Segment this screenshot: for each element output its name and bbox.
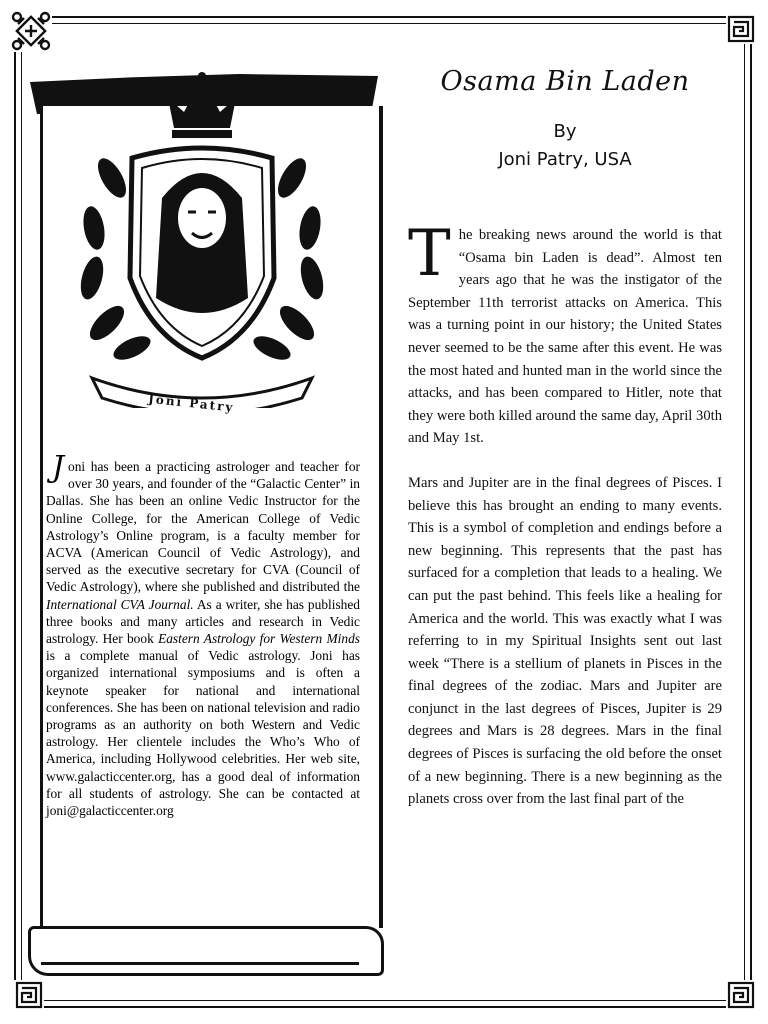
author-crest-emblem (52, 48, 352, 408)
article-body (408, 217, 722, 833)
scroll-bottom-roll (28, 926, 384, 976)
book-title: Eastern Astrology for Western Minds (158, 631, 360, 647)
bio-drop-cap: J (52, 450, 65, 485)
crest-name-label: Joni Patry (147, 391, 236, 415)
article-byline (400, 118, 730, 174)
bio-text-part2: As a writer, she has published three books and many articles and research in Vedic astrology. Her book (46, 596, 361, 647)
article-paragraph-1-text: he breaking news around the world is that “Osama bin Laden is dead”. Almost ten years ago that he was the instigator of the September 11th terrorist attacks on America. This was a turning point in our history; the United States never seemed to be the same after this event. He was the most hated and hunted man in the world since the attacks, and has been compared to Hitler, note that they were both killed around the same day, April 30th and May 1st. (408, 227, 722, 447)
endless-knot-ornament-icon (10, 10, 52, 52)
journal-title: International CVA Journal. (46, 596, 194, 612)
corner-ornament-icon (726, 980, 756, 1010)
article-paragraph (408, 217, 722, 450)
author-bio-text (46, 450, 361, 819)
article-drop-cap: T (408, 217, 451, 291)
byline-author: Joni Patry, USA (498, 149, 632, 170)
article-paragraph-2: Mars and Jupiter are in the final degrees of Pisces. I believe this has brought an ending to many events. This is a symbol of completion and endings before a new beginning. This represents that the past has surfaced for a completion that leads to a healing. We can put the past behind. This feels like a healing for America and the world. This was exactly what I was referring to in my Spiritual Insights sent out last week “There is a stellium of planets in Pisces in the final degrees of the zodiac. Mars and Jupiter are conjunct in the last degrees of Pisces, Jupiter is 29 degrees and Mars is 28 degrees. Mars in the final degrees of Pisces is surfacing the old before the onset of a new beginning. There is a new beginning as the planets cross over from the last final part of the (408, 474, 722, 808)
byline-by: By (553, 121, 577, 142)
bio-text-part1: oni has been a practicing astrologer and teacher for over 30 years, and founder of the “Galactic Center” in Dallas. She has been an online Vedic Instructor for the Online College, for the American College of Vedic Astrology’s Online program, is a faculty member for ACVA (American Council of Vedic Astrology), and served as the executive secretary for CVA (Council of Vedic Astrology), where she published and distributed the (46, 459, 360, 595)
corner-ornament-icon (14, 980, 44, 1010)
corner-ornament-icon (726, 14, 756, 44)
bio-text-part3: is a complete manual of Vedic astrology. Joni has organized international symposiums and is often a keynote speaker for national and international conferences. She has been on national television and radio programs as an authority on both Western and Vedic astrology. Her clientele includes the Who’s Who of America, including Hollywood celebrities. Her web site, www.galacticcenter.org, has a good deal of information for all students of astrology. She can be contacted at joni@galacticcenter.org (46, 648, 360, 819)
article-title: Osama Bin Laden (440, 66, 690, 97)
